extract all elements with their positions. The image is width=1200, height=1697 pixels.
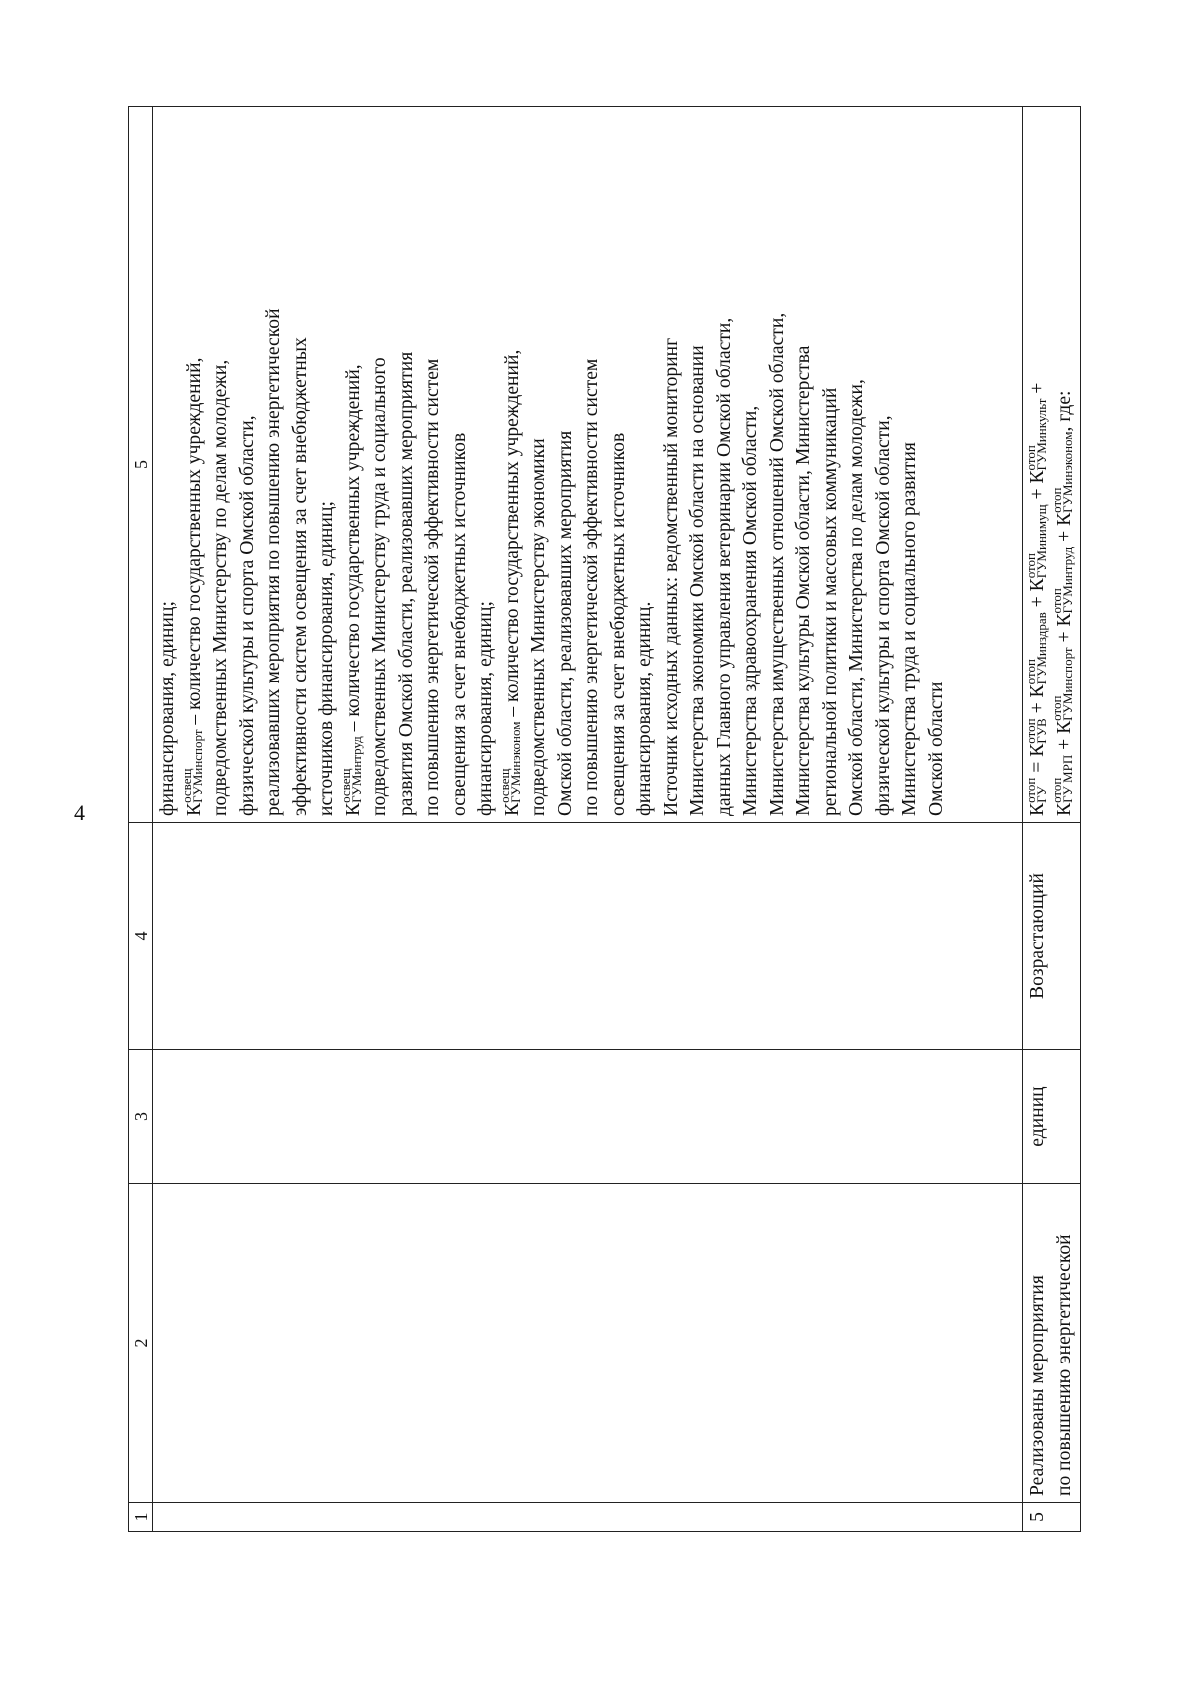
symbol-base: К — [1053, 802, 1075, 816]
text-line: по повышению энергетической эффективности систем — [581, 358, 602, 816]
source-line: Министерства здравоохранения Омской области, — [740, 405, 761, 816]
symbol-sub: ГУВ — [1033, 718, 1049, 744]
source-line: Источник исходных данных: ведомственный мониторинг — [660, 337, 682, 816]
definition-first-line — [179, 113, 209, 816]
text-line: финансирования, единиц; — [475, 601, 496, 816]
plus-sign: + — [1027, 591, 1048, 613]
indicator-symbol — [1022, 612, 1049, 698]
continued-row — [153, 107, 1023, 1532]
symbol-base: К — [1027, 578, 1048, 592]
symbol-sup: отоп — [1022, 659, 1038, 685]
symbol-sub: ГУМинспорт — [1060, 647, 1075, 721]
symbol-indices — [340, 736, 362, 803]
continued-cell-description — [153, 107, 1023, 823]
definition-text: количество государственных учреждений, — [183, 357, 205, 710]
row-number: 5 — [1023, 1503, 1081, 1532]
indicator-symbol — [1049, 431, 1075, 526]
indicator-symbol — [338, 736, 364, 816]
name-line: по повышению энергетической — [1053, 1234, 1075, 1496]
rotated-table-wrapper — [128, 112, 1075, 1532]
symbol-base: К — [183, 802, 205, 816]
text-line: подведомственных Министерству по делам молодежи, — [210, 359, 231, 816]
symbol-indices — [181, 729, 203, 802]
symbol-indices — [1022, 718, 1049, 744]
indicator-symbol — [179, 729, 205, 816]
source-line: Министерства труда и социального развития — [899, 442, 920, 816]
header-col-1: 1 — [129, 1503, 153, 1532]
symbol-sub: ГУМинспорт — [190, 729, 205, 803]
text-line: подведомственных Министерству экономики — [528, 438, 549, 816]
direction-cell: Возрастающий — [1023, 823, 1081, 1050]
header-row — [129, 107, 153, 1532]
plus-sign: + — [1027, 483, 1048, 505]
symbol-sup: отоп — [1022, 718, 1038, 744]
definition-text: количество государственных учреждений, — [501, 349, 523, 702]
symbol-sup: отоп — [1049, 588, 1064, 614]
indicator-symbol — [1049, 754, 1075, 816]
plus-sign: + — [1053, 733, 1075, 755]
text-line: финансирования, единиц; — [157, 601, 178, 816]
symbol-indices — [1051, 547, 1073, 614]
indicator-row-5 — [1023, 107, 1081, 1532]
symbol-sub: ГУМинкульт — [1033, 398, 1049, 471]
symbol-indices — [1051, 431, 1073, 512]
symbol-base: К — [1027, 802, 1048, 816]
symbol-base: К — [1053, 613, 1075, 627]
source-line: физической культуры и спорта Омской области, — [872, 415, 894, 816]
symbol-sub: ГУ — [1033, 786, 1049, 803]
header-col-5: 5 — [129, 107, 153, 823]
symbol-sup: отоп — [1049, 695, 1064, 721]
text-line: реализовавших мероприятия по повышению энергетической — [263, 308, 284, 816]
text-line: источников финансирования, единиц; — [316, 501, 337, 816]
indicators-table — [128, 106, 1081, 1532]
indicator-symbol — [1049, 546, 1075, 627]
plus-sign: + — [1027, 382, 1048, 399]
definition-first-line — [338, 113, 368, 816]
symbol-sup: отоп — [1022, 553, 1038, 579]
symbol-sup: отоп — [1022, 445, 1038, 471]
header-col-3: 3 — [129, 1050, 153, 1184]
page-number: 4 — [74, 800, 85, 825]
symbol-sup: отоп — [1022, 777, 1038, 803]
text-line: по повышению энергетической эффективности систем — [422, 358, 443, 816]
indicator-symbol — [497, 721, 523, 816]
dash: – — [501, 701, 523, 722]
symbol-indices — [1051, 647, 1073, 720]
continued-cell-2 — [153, 1184, 1023, 1503]
text-line: освещения за счет внебюджетных источников — [607, 432, 629, 816]
symbol-indices — [1022, 612, 1049, 685]
dash: – — [183, 709, 205, 730]
source-line: Министерства культуры Омской области, Министерства — [793, 345, 814, 816]
continued-cell-1 — [153, 1503, 1023, 1532]
symbol-sub: ГУМинэконом — [1060, 431, 1075, 513]
header-col-4: 4 — [129, 823, 153, 1050]
symbol-indices — [1022, 398, 1049, 471]
symbol-sub: ГУМинимущ — [1033, 504, 1049, 579]
unit-cell: единиц — [1023, 1050, 1081, 1184]
text-line: подведомственных Министерству труда и социального — [369, 357, 390, 816]
formula-ending: , где: — [1053, 390, 1075, 432]
source-line: Омской области — [925, 681, 947, 816]
symbol-indices — [1051, 755, 1073, 803]
symbol-base: К — [342, 802, 364, 816]
source-line: данных Главного управления ветеринарии Омской области, — [713, 317, 735, 816]
dash: – — [342, 716, 364, 737]
symbol-sub: ГУ МРП — [1060, 754, 1075, 803]
text-line: финансирования, единиц. — [634, 601, 655, 816]
symbol-sup: освещ — [497, 768, 512, 803]
symbol-sup: освещ — [338, 768, 353, 803]
symbol-indices — [1022, 504, 1049, 579]
symbol-sub: ГУМинтруд — [349, 736, 364, 803]
symbol-sup: освещ — [179, 768, 194, 803]
name-line: Реализованы мероприятия — [1027, 1275, 1048, 1496]
text-line: освещения за счет внебюджетных источников — [448, 432, 470, 816]
continued-cell-4 — [153, 823, 1023, 1050]
continued-cell-3 — [153, 1050, 1023, 1184]
symbol-sub: ГУМинтруд — [1060, 546, 1075, 614]
equals-sign: = — [1027, 756, 1048, 778]
plus-sign: + — [1053, 626, 1075, 648]
plus-sign: + — [1027, 697, 1048, 719]
symbol-base: К — [1027, 470, 1048, 484]
symbol-base: К — [1027, 743, 1048, 757]
source-line: Министерства экономики Омской области на основании — [687, 345, 708, 816]
symbol-indices — [1022, 777, 1049, 803]
source-line: Омской области, Министерства по делам молодежи, — [846, 379, 867, 816]
symbol-base: К — [1053, 720, 1075, 734]
symbol-sup: отоп — [1049, 487, 1064, 513]
definition-text: количество государственных учреждений, — [342, 364, 364, 717]
source-line: Министерства имущественных отношений Омской области, — [766, 312, 788, 816]
indicator-symbol — [1022, 398, 1049, 484]
text-line: эффективности систем освещения за счет внебюджетных — [289, 337, 311, 816]
formula-cell — [1023, 107, 1081, 823]
symbol-sup: отоп — [1049, 777, 1064, 803]
indicator-symbol — [1049, 647, 1075, 734]
indicator-symbol — [1022, 777, 1049, 816]
header-col-2: 2 — [129, 1184, 153, 1503]
indicator-symbol — [1022, 504, 1049, 592]
indicator-symbol — [1022, 718, 1049, 757]
symbol-base: К — [1027, 684, 1048, 698]
symbol-indices — [499, 722, 521, 803]
indicator-name — [1023, 1184, 1081, 1503]
text-line: развития Омской области, реализовавших мероприятия — [395, 351, 417, 816]
symbol-sub: ГУМинздрав — [1033, 612, 1049, 685]
source-line: региональной политики и массовых коммуникаций — [819, 387, 841, 816]
symbol-base: К — [1053, 512, 1075, 526]
formula-line-1 — [1022, 113, 1052, 816]
formula-line-2 — [1049, 113, 1079, 816]
plus-sign: + — [1053, 525, 1075, 547]
definition-first-line — [497, 113, 527, 816]
text-line: Омской области, реализовавших мероприятия — [554, 430, 576, 816]
symbol-sub: ГУМинэконом — [508, 721, 523, 803]
text-line: физической культуры и спорта Омской области, — [236, 415, 258, 816]
symbol-base: К — [501, 802, 523, 816]
